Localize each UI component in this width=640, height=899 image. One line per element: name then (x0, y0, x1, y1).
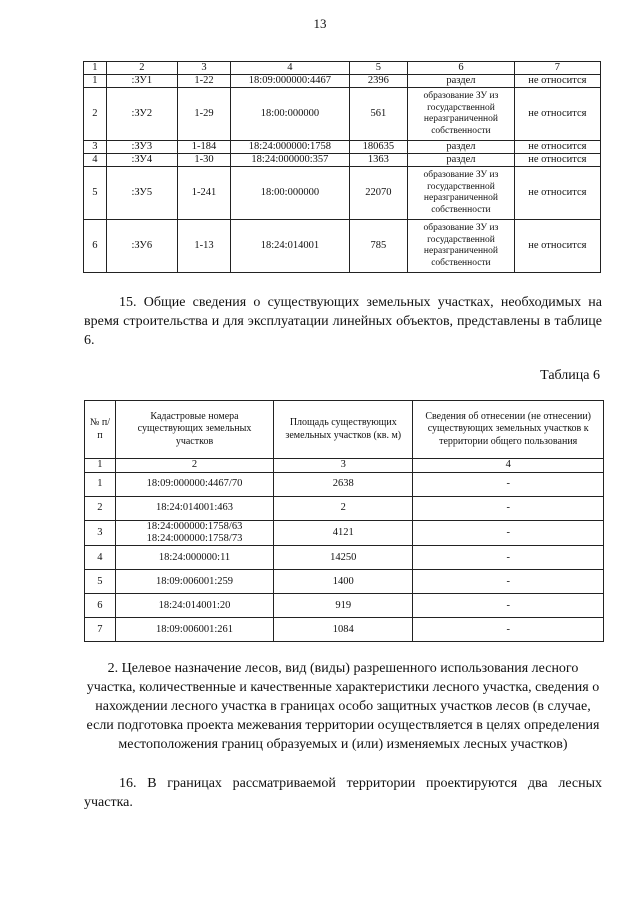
table-row (84, 75, 601, 88)
table-row (84, 88, 601, 141)
table-cell: - (413, 594, 604, 618)
table-cell: :ЗУ6 (106, 220, 177, 273)
table-cell: 22070 (349, 167, 408, 220)
table-cell: 2638 (274, 473, 413, 497)
table-cell: 919 (274, 594, 413, 618)
table-cell: не относится (514, 154, 600, 167)
table-cell: не относится (514, 88, 600, 141)
table-row (84, 154, 601, 167)
table-cell: 6 (85, 594, 116, 618)
table-cell: - (413, 546, 604, 570)
table-cell: - (413, 521, 604, 546)
table-cell: - (413, 473, 604, 497)
table-header-row (84, 62, 601, 75)
table-row (85, 546, 604, 570)
table-cell: 18:24:000000:11 (115, 546, 273, 570)
table-cell: 180635 (349, 141, 408, 154)
table-cell: :ЗУ3 (106, 141, 177, 154)
table-cell: - (413, 497, 604, 521)
column-number-cell: 2 (115, 459, 273, 473)
header-cell: 4 (231, 62, 349, 75)
table-row (85, 618, 604, 642)
table-cell: 1-241 (177, 167, 230, 220)
table-cell: 1-30 (177, 154, 230, 167)
column-number-cell: 1 (85, 459, 116, 473)
table-cell: 18:24:014001:463 (115, 497, 273, 521)
table-row (85, 497, 604, 521)
table-cell: :ЗУ5 (106, 167, 177, 220)
header-cell: 1 (84, 62, 107, 75)
header-cell: Сведения об отнесении (не отнесении) существующих земельных участков к территории общего пользования (413, 401, 604, 459)
header-cell: 5 (349, 62, 408, 75)
table-cell: 1-184 (177, 141, 230, 154)
table-cell: :ЗУ2 (106, 88, 177, 141)
header-cell: Кадастровые номера существующих земельных участков (115, 401, 273, 459)
table-cell: 18:09:000000:4467/70 (115, 473, 273, 497)
table-row (84, 167, 601, 220)
page-number: 13 (313, 16, 327, 31)
table-cell: 2396 (349, 75, 408, 88)
table-row (85, 473, 604, 497)
table-cell: раздел (408, 75, 514, 88)
existing-plots-table (84, 400, 604, 642)
table-row (84, 141, 601, 154)
table-cell: 561 (349, 88, 408, 141)
table-cell: 1 (84, 75, 107, 88)
table-cell: - (413, 618, 604, 642)
table-cell: 2 (274, 497, 413, 521)
table-cell: не относится (514, 220, 600, 273)
paragraph-16: 16. В границах рассматриваемой территории проектируются два лесных участка. (84, 776, 602, 810)
table-row (85, 570, 604, 594)
table-cell: раздел (408, 154, 514, 167)
table-cell: 6 (84, 220, 107, 273)
table-cell: 18:24:014001:20 (115, 594, 273, 618)
table-cell: 785 (349, 220, 408, 273)
table-cell: 1-29 (177, 88, 230, 141)
table-cell: 1 (85, 473, 116, 497)
table-cell: 18:24:000000:1758/63 18:24:000000:1758/73 (115, 521, 273, 546)
header-cell: Площадь существующих земельных участков (кв. м) (274, 401, 413, 459)
table-cell: 2 (84, 88, 107, 141)
table-cell: 2 (85, 497, 116, 521)
table-row (84, 220, 601, 273)
table-cell: 1-22 (177, 75, 230, 88)
table-cell: 18:24:014001 (231, 220, 349, 273)
table-cell: раздел (408, 141, 514, 154)
table-header-row (85, 401, 604, 459)
table-cell: 1363 (349, 154, 408, 167)
header-cell: 6 (408, 62, 514, 75)
column-number-cell: 4 (413, 459, 604, 473)
section-2-heading: 2. Целевое назначение лесов, вид (виды) разрешенного использования лесного участка, количественные и качественные характеристики лесного участка, сведения о нахождении лесного участка в границах особо защитных участков лесов (в случае, если подготовка проекта межевания территории осуществляется в целях определения местоположения границ образуемых и (или) изменяемых лесных участков) (86, 661, 600, 752)
table-cell: 1084 (274, 618, 413, 642)
table-cell: 18:00:000000 (231, 88, 349, 141)
land-plots-table (83, 61, 601, 273)
table-row (85, 594, 604, 618)
table-cell: 7 (85, 618, 116, 642)
table-cell: образование ЗУ из государственной неразграниченной собственности (408, 167, 514, 220)
table-cell: 4121 (274, 521, 413, 546)
table-cell: не относится (514, 141, 600, 154)
table-cell: 1400 (274, 570, 413, 594)
table-cell: 18:24:000000:357 (231, 154, 349, 167)
table-cell: 1-13 (177, 220, 230, 273)
column-number-row (85, 459, 604, 473)
table-cell: образование ЗУ из государственной неразграниченной собственности (408, 88, 514, 141)
table-cell: образование ЗУ из государственной неразграниченной собственности (408, 220, 514, 273)
column-number-cell: 3 (274, 459, 413, 473)
table-cell: не относится (514, 75, 600, 88)
table-cell: 5 (84, 167, 107, 220)
table-cell: 4 (84, 154, 107, 167)
table-cell: 3 (84, 141, 107, 154)
table-cell: 14250 (274, 546, 413, 570)
paragraph-15: 15. Общие сведения о существующих земельных участках, необходимых на время строительства и для эксплуатации линейных объектов, представлены в таблице 6. (84, 295, 602, 348)
header-cell: № п/п (85, 401, 116, 459)
table-cell: 5 (85, 570, 116, 594)
table-cell: 18:09:000000:4467 (231, 75, 349, 88)
table-cell: :ЗУ1 (106, 75, 177, 88)
table-cell: 3 (85, 521, 116, 546)
table-cell: 4 (85, 546, 116, 570)
table-cell: не относится (514, 167, 600, 220)
table-cell: 18:09:006001:259 (115, 570, 273, 594)
header-cell: 7 (514, 62, 600, 75)
table-6-caption: Таблица 6 (540, 368, 600, 383)
table-row (85, 521, 604, 546)
header-cell: 3 (177, 62, 230, 75)
table-cell: :ЗУ4 (106, 154, 177, 167)
table-cell: 18:24:000000:1758 (231, 141, 349, 154)
table-cell: 18:00:000000 (231, 167, 349, 220)
table-cell: 18:09:006001:261 (115, 618, 273, 642)
table-cell: - (413, 570, 604, 594)
header-cell: 2 (106, 62, 177, 75)
